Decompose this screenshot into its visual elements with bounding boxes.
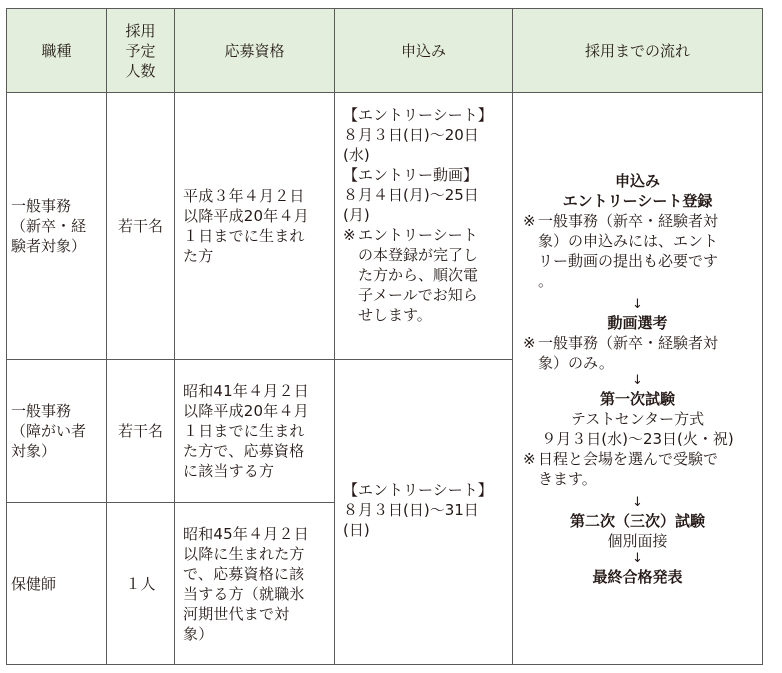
header-count	[107, 9, 175, 93]
entry-sheet-dates: (日)	[343, 521, 370, 539]
note-line: た方から、順次電	[358, 266, 479, 284]
count-cell: 若干名	[107, 360, 175, 503]
entry-sheet-dates: ８月３日(日)～20日	[343, 126, 479, 144]
note-line: 子メールでお知ら	[358, 286, 478, 304]
note-line: 象）のみ。	[538, 353, 614, 372]
application-note	[343, 225, 508, 325]
arrow-down-icon: ↓	[632, 494, 643, 510]
entry-sheet-dates: (水)	[343, 146, 370, 164]
qualification-line: 以降平成20年４月	[183, 207, 309, 225]
application-cell	[335, 93, 513, 360]
table-row	[7, 93, 763, 360]
entry-video-title: 【エントリー動画】	[343, 166, 479, 184]
flow-cell	[513, 93, 763, 665]
entry-video-dates: (月)	[343, 206, 370, 224]
note-mark: ※	[343, 226, 356, 244]
note-line: 一般事務（新卒・経験者対	[538, 333, 719, 352]
header-qualification: 応募資格	[175, 9, 335, 93]
header-count-line: 予定	[125, 41, 156, 60]
note-line: せします。	[358, 306, 432, 324]
qualification-line: 河期世代まで対	[183, 604, 290, 623]
note-text	[538, 211, 718, 291]
qualification-line: 昭和45年４月２日	[183, 524, 309, 543]
qualification-line: で、応募資格に該	[183, 564, 305, 583]
qualification-line: 当する方（就職氷	[183, 584, 305, 603]
note-line: 日程と会場を選んで受験で	[538, 449, 719, 468]
note-text	[538, 333, 718, 373]
job-cell	[7, 360, 107, 503]
note-line-part: 。	[538, 271, 554, 290]
job-line: （新卒・経	[11, 217, 87, 235]
header-count-line: 採用	[125, 21, 156, 40]
qualification-line: 象）	[183, 624, 214, 643]
note-line: 象）の申込みには、エント	[538, 231, 719, 250]
flow-step-title: 最終合格発表	[592, 567, 683, 586]
header-job: 職種	[7, 9, 107, 93]
flow-step-title: エントリーシート登録	[562, 191, 713, 210]
qualification-line: １日までに生まれ	[183, 422, 305, 440]
job-line: 対象）	[11, 442, 57, 460]
flow-note	[519, 333, 756, 373]
header-row	[7, 9, 763, 93]
count-cell: １人	[107, 503, 175, 665]
note-mark: ※	[523, 333, 536, 352]
qualification-line: た方	[183, 247, 214, 265]
job-line: 保健師	[11, 574, 57, 593]
note-line: きます。	[538, 469, 597, 488]
note-text	[358, 225, 478, 325]
flow-step-line: テストセンター方式	[570, 409, 705, 428]
note-mark: ※	[523, 449, 536, 468]
note-line	[538, 251, 718, 291]
job-line: 一般事務	[11, 402, 72, 420]
qualification-line: た方で、応募資格	[183, 442, 305, 460]
header-flow: 採用までの流れ	[513, 9, 763, 93]
entry-video-dates: ８月４日(月)～25日	[343, 186, 479, 204]
note-mark: ※	[523, 211, 536, 230]
arrow-down-icon: ↓	[632, 296, 643, 312]
qualification-line: 昭和41年４月２日	[183, 382, 309, 400]
qualification-cell	[175, 360, 335, 503]
qualification-cell	[175, 503, 335, 665]
flow-step-title: 第二次（三次）試験	[569, 511, 705, 530]
flow-step-line: 個別面接	[607, 531, 668, 550]
arrow-down-icon: ↓	[632, 550, 643, 566]
qualification-line: １日までに生まれ	[183, 227, 305, 245]
qualification-line: 以降に生まれた方	[183, 544, 305, 563]
flow-step-title: 申込み	[614, 171, 660, 190]
recruitment-table	[6, 8, 763, 665]
application-cell	[335, 360, 513, 665]
header-count-line: 人数	[125, 61, 156, 80]
note-line: の本登録が完了し	[358, 246, 479, 264]
job-cell	[7, 93, 107, 360]
flow-step-title: 動画選考	[607, 313, 668, 332]
count-cell: 若干名	[107, 93, 175, 360]
note-line-part: リー動画の提出も必要です	[538, 251, 719, 270]
job-line: 験者対象）	[11, 237, 87, 255]
note-text	[538, 449, 718, 489]
header-application: 申込み	[335, 9, 513, 93]
flow-step-line: ９月３日(水)～23日(火・祝)	[541, 429, 734, 448]
qualification-line: 以降平成20年４月	[183, 402, 309, 420]
qualification-cell	[175, 93, 335, 360]
note-line: 一般事務（新卒・経験者対	[538, 211, 719, 230]
flow-step-title: 第一次試験	[599, 389, 675, 408]
qualification-line: 平成３年４月２日	[183, 187, 305, 205]
flow-note	[519, 449, 756, 489]
qualification-line: に該当する方	[183, 462, 275, 480]
entry-sheet-title: 【エントリーシート】	[343, 106, 493, 124]
arrow-down-icon: ↓	[632, 372, 643, 388]
note-line: エントリーシート	[358, 226, 478, 244]
job-cell	[7, 503, 107, 665]
job-line: 一般事務	[11, 197, 72, 215]
flow-note	[519, 211, 756, 291]
entry-sheet-title: 【エントリーシート】	[343, 481, 493, 499]
entry-sheet-dates: ８月３日(日)～31日	[343, 501, 479, 519]
job-line: （障がい者	[11, 422, 87, 440]
